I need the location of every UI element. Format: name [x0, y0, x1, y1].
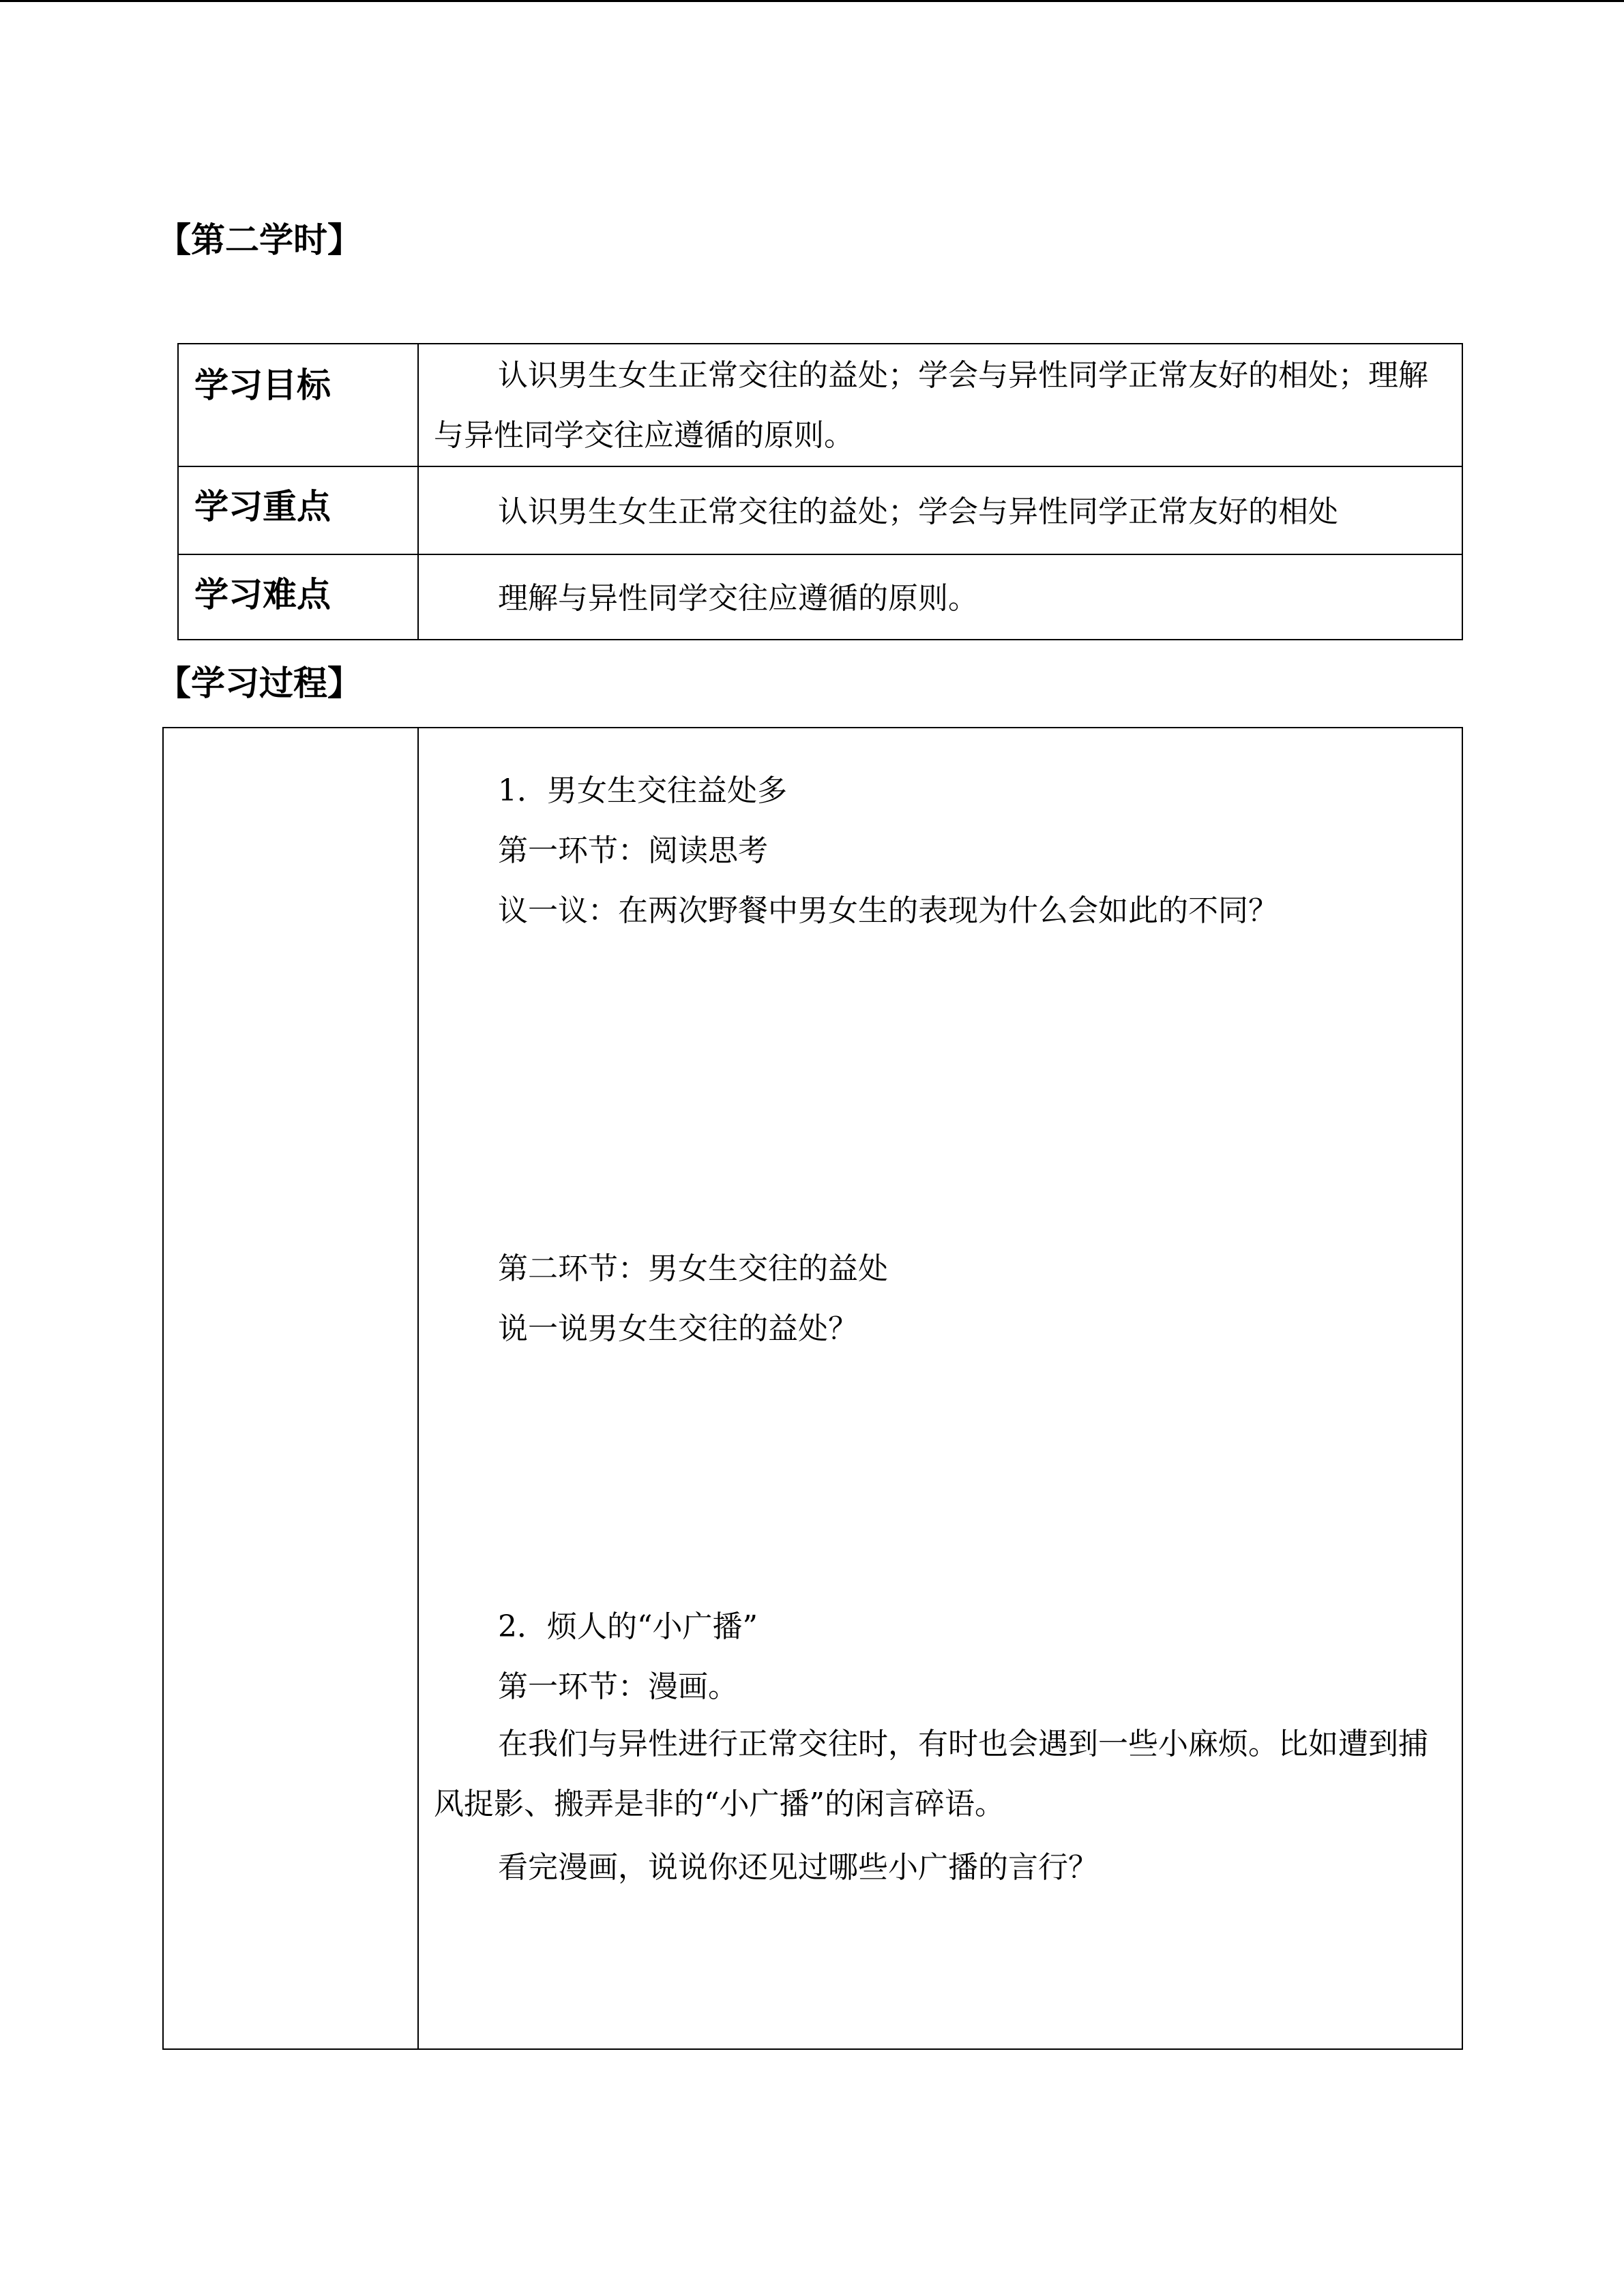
- column-divider: [417, 467, 419, 554]
- row-text-difficulty: 理解与异性同学交往应遵循的原则。: [498, 581, 978, 616]
- row-label-key-point: 学习重点: [194, 487, 331, 526]
- row-label-goal: 学习目标: [194, 366, 331, 405]
- objectives-table: [177, 343, 1463, 640]
- part2-step1-title: 第一环节：漫画。: [498, 1669, 738, 1704]
- page-top-border: [0, 0, 1624, 2]
- part1-step1-question: 议一议：在两次野餐中男女生的表现为什么会如此的不同？: [498, 893, 1278, 928]
- lesson-heading: 【第二学时】: [157, 220, 361, 260]
- part2-paragraph: 在我们与异性进行正常交往时，有时也会遇到一些小麻烦。比如遭到捕风捉影、搬弄是非的“小广播”的闲言碎语。: [434, 1727, 1428, 1821]
- process-heading: 【学习过程】: [157, 664, 361, 703]
- column-divider: [417, 555, 419, 640]
- part2-question: 看完漫画，说说你还见过哪些小广播的言行？: [498, 1850, 1098, 1885]
- row-label-difficulty: 学习难点: [194, 575, 331, 614]
- objectives-row-goal: [179, 344, 1462, 466]
- column-divider: [417, 344, 419, 466]
- objectives-row-key-point: [179, 466, 1462, 554]
- row-text-goal: 认识男生女生正常交往的益处；学会与异性同学正常友好的相处；理解与异性同学交往应遵循的原则。: [434, 358, 1428, 453]
- part1-step2-title: 第二环节：男女生交往的益处: [498, 1251, 888, 1286]
- part2-title: 2．烦人的“小广播”: [498, 1609, 758, 1644]
- process-table: [162, 727, 1463, 2050]
- part1-step1-title: 第一环节：阅读思考: [498, 833, 768, 868]
- part1-title: 1．男女生交往益处多: [498, 773, 787, 808]
- column-divider: [417, 728, 419, 2048]
- part1-step2-question: 说一说男女生交往的益处？: [498, 1311, 858, 1346]
- objectives-row-difficulty: [179, 554, 1462, 640]
- row-text-key-point: 认识男生女生正常交往的益处；学会与异性同学正常友好的相处: [498, 494, 1338, 529]
